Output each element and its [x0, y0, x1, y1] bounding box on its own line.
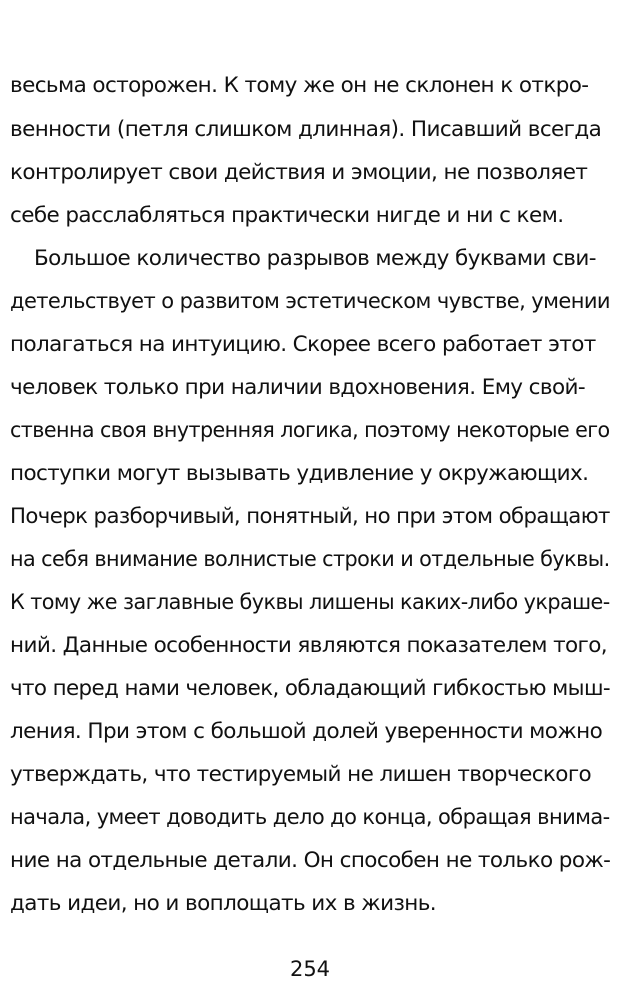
text-line: ления. При этом с большой долей уверенности можно — [10, 719, 603, 744]
text-line: ственна своя внутренняя логика, поэтому некоторые его — [10, 418, 610, 443]
text-line: начала, умеет доводить дело до конца, обращая внима- — [10, 805, 610, 830]
text-line: полагаться на интуицию. Скорее всего работает этот — [10, 332, 596, 357]
text-line: поступки могут вызывать удивление у окружающих. — [10, 461, 589, 486]
text-line: ний. Данные особенности являются показателем того, — [10, 633, 608, 658]
text-line: на себя внимание волнистые строки и отдельные буквы. — [10, 547, 610, 572]
text-line: детельствует о развитом эстетическом чувстве, умении — [10, 289, 610, 314]
text-line: дать идеи, но и воплощать их в жизнь. — [10, 891, 437, 916]
text-line: себе расслабляться практически нигде и ни с кем. — [10, 203, 564, 228]
text-line: что перед нами человек, обладающий гибкостью мыш- — [10, 676, 611, 701]
text-line: Большое количество разрывов между буквами сви- — [34, 246, 596, 271]
text-line: венности (петля слишком длинная). Писавший всегда — [10, 117, 602, 142]
text-line: Почерк разборчивый, понятный, но при этом обращают — [10, 504, 610, 529]
text-line: К тому же заглавные буквы лишены каких-либо украше- — [10, 590, 610, 615]
text-line: утверждать, что тестируемый не лишен творческого — [10, 762, 592, 787]
text-line: контролирует свои действия и эмоции, не позволяет — [10, 160, 588, 185]
text-line: ние на отдельные детали. Он способен не только рож- — [10, 848, 611, 873]
text-line: человек только при наличии вдохновения. Ему свой- — [10, 375, 586, 400]
text-line: весьма осторожен. К тому же он не склонен к откро- — [10, 73, 589, 98]
page-number: 254 — [289, 957, 331, 981]
